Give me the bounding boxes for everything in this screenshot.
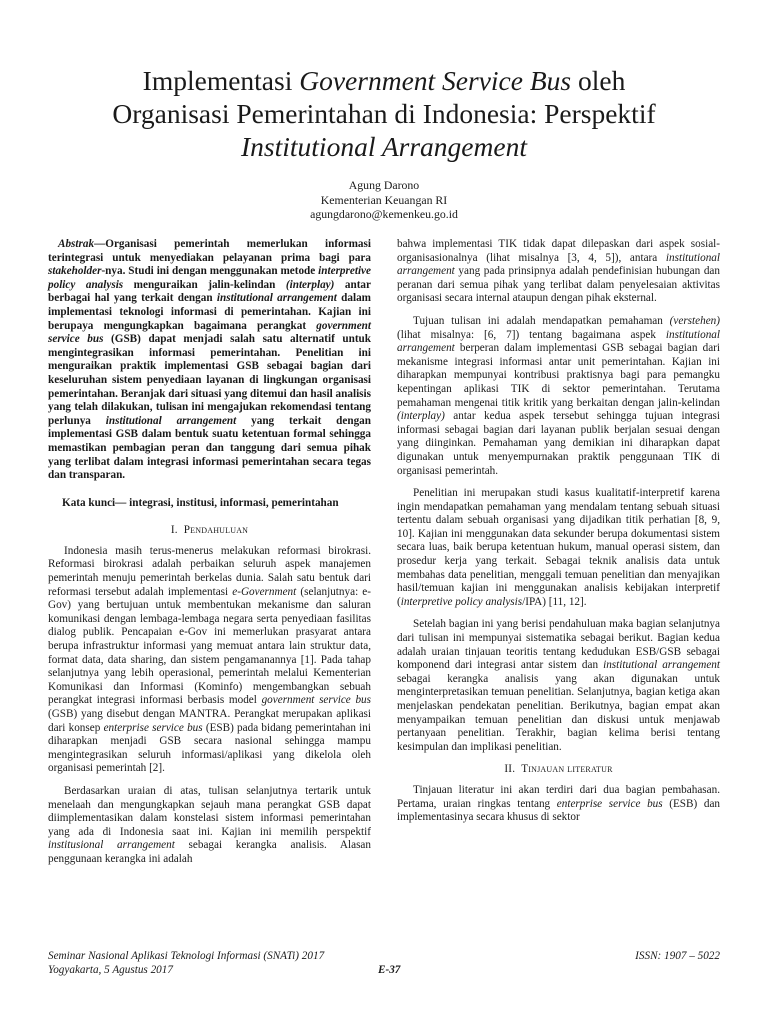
title-line-2: Organisasi Pemerintahan di Indonesia: Perspektif	[112, 98, 656, 129]
title-line-3: Institutional Arrangement	[241, 131, 527, 162]
paragraph: Indonesia masih terus-menerus melakukan reformasi birokrasi. Reformasi birokrasi adalah perbaikan seluruh aspek manajemen pemerintah menuju pemerintah berkelas dunia. Salah satu bentuk dari reformasi tersebut adalah implementasi e-Government (selanjutnya: e-Gov) yang bertujuan untuk membentukan mekanisme dan saluran komunikasi dengan lembaga-lembaga negara serta penyediaan fasilitas dialog publik. Pencapaian e-Gov ini memerlukan prasyarat antara berupa infrastruktur informasi yang memuat antara lain struktur data, format data, data sharing, dan sistem pengamanannya [1]. Pada tahap selanjutnya yang lebih operasional, pemerintah melalui Kementerian Komunikasi dan Informasi (Kominfo) mengembangkan sebuah perangkat integrasi informasi berbasis model government service bus (GSB) yang disebut dengan MANTRA. Perangkat merupakan aplikasi dari konsep enterprise service bus (ESB) pada bidang pemerintahan ini diharapkan menjadi GSB secara nasional sehingga mampu mengintegrasikan seluruh informasi/aplikasi yang dikelola oleh organisasi pemerintah [2].	[48, 544, 371, 775]
footer-place-date: Yogyakarta, 5 Agustus 2017	[48, 964, 173, 976]
page-footer	[48, 950, 720, 978]
title-line-1: Implementasi Government Service Bus oleh	[142, 65, 626, 96]
author-affiliation: Kementerian Keuangan RI	[320, 192, 448, 207]
author-block	[0, 178, 768, 222]
author-email: agungdarono@kemenkeu.go.id	[310, 207, 458, 221]
author-name: Agung Darono	[348, 178, 420, 192]
paper-title	[40, 64, 728, 163]
abstract: Abstrak—Organisasi pemerintah memerlukan informasi terintegrasi untuk menyediakan pelayanan prima bagi para stakeholder-nya. Studi ini dengan menggunakan metode interpretive policy analysis menguraikan jalin-kelindan (interplay) antar berbagai hal yang terkait dengan institutional arrangement dalam implementasi teknologi informasi di pemerintahan. Kajian ini berupaya mengungkapkan bagaimana perangkat government service bus (GSB) dapat menjadi salah satu alternatif untuk mengintegrasikan informasi pemerintahan. Penelitian ini menguraikan praktik implementasi GSB sebagai bagian dari keseluruhan sistem penyediaan layanan di lingkungan organisasi pemerintahan. Beranjak dari situasi yang ditemui dan hasil analisis yang telah dilakukan, tulisan ini mengajukan rekomendasi tentang perlunya institutional arrangement yang terkait dengan implementasi GSB dalam bentuk suatu ketentuan formal sehingga memastikan pembagian peran dan tanggung dari semua pihak yang terlibat dalam integrasi informasi pemerintahan secara tegas dan transparan.	[48, 238, 371, 482]
footer-seminar: Seminar Nasional Aplikasi Teknologi Informasi (SNATi) 2017	[48, 950, 325, 962]
paragraph: Tinjauan literatur ini akan terdiri dari dua bagian pembahasan. Pertama, uraian ringkas tentang enterprise service bus (ESB) dan implementasinya secara khusus di sektor	[397, 783, 720, 824]
paragraph: Berdasarkan uraian di atas, tulisan selanjutnya tertarik untuk menelaah dan mengungkapkan sejauh mana perangkat GSB dapat diimplementasikan dalam konstelasi sistem informasi pemerintahan yang ada di Indonesia saat ini. Kajian ini memilih perspektif institusional arrangement sebagai kerangka analisis. Alasan penggunaan kerangka ini adalah	[48, 784, 371, 865]
right-column	[397, 238, 720, 834]
page-number: E-37	[378, 964, 401, 976]
footer-issn: ISSN: 1907 – 5022	[635, 950, 720, 962]
left-column	[48, 238, 371, 876]
paragraph: Penelitian ini merupakan studi kasus kualitatif-interpretif karena ingin mendapatkan pemahaman yang mendalam tentang sebuah situasi tertentu dalam sebuah organisasi yang dijadikan titik perhatian [8, 9, 10]. Kajian ini menggunakan data sekunder berupa dokumentasi sistem secara luas, baik berupa ketentuan hukum, manual operasi sistem, dan prosedur kerja yang terkait. Sebagai teknik analisis data untuk membahas data penelitian, menggali temuan penelitian dan menyajikan hasil/temuan kajian ini menggunakan analisis kebijakan interpretif (interpretive policy analysis/IPA) [11, 12].	[397, 487, 720, 608]
paragraph: Tujuan tulisan ini adalah mendapatkan pemahaman (verstehen) (lihat misalnya: [6, 7]) tentang bagaimana aspek institutional arrangement berperan dalam implementasi GSB sebagai bagian dari mekanisme integrasi informasi antar unit pemerintahan. Kajian ini diharapkan mempunyai kontribusi praktisnya bagi para pemangku kepentingan aplikasi TIK di sektor pemerintahan. Terutama pemahaman mengenai titik kritik yang berkaitan dengan jalin-kelindan (interplay) antar kedua aspek tersebut sehingga tujuan integrasi informasi sebagai bagian dari layanan publik berjalan sesuai dengan yang diinginkan. Pemahaman yang demikian ini diharapkan dapat digunakan untuk menyempurnakan praktik penggunaan TIK di organisasi pemerintah.	[397, 314, 720, 477]
section-2-heading: II. Tinjauan literatur	[504, 763, 613, 776]
paragraph: bahwa implementasi TIK tidak dapat dilepaskan dari aspek sosial-organisasionalnya (lihat misalnya [3, 4, 5]), antara institutional arrangement yang pada prinsipnya adalah pendefinisian hubungan dan peranan dari semua pihak yang terlibat dalam penyelesaian aktivitas organisasi secara internal ataupun dengan pihak eksternal.	[397, 238, 720, 305]
paragraph: Setelah bagian ini yang berisi pendahuluan maka bagian selanjutnya dari tulisan ini mempunyai sistematika sebagai berikut. Bagian kedua adalah uraian tinjauan teoritis tentang kedudukan ESB/GSB sebagai komponend dari integrasi antar sistem dan institutional arrangement sebagai kerangka analisis yang akan digunakan untuk menginterpretasikan temuan penelitian. Selanjutnya, bagian ketiga akan menjelaskan pendekatan penelitian. Berikutnya, bagian empat akan menyampaikan temuan penelitian dan diskusi untuk menjawab pertanyaan penelitian. Terakhir, bagian kelima berisi tentang kesimpulan dan implikasi penelitian.	[397, 618, 721, 753]
keywords: Kata kunci— integrasi, institusi, informasi, pemerintahan	[62, 496, 339, 509]
section-1-heading: I. Pendahuluan	[170, 524, 249, 537]
